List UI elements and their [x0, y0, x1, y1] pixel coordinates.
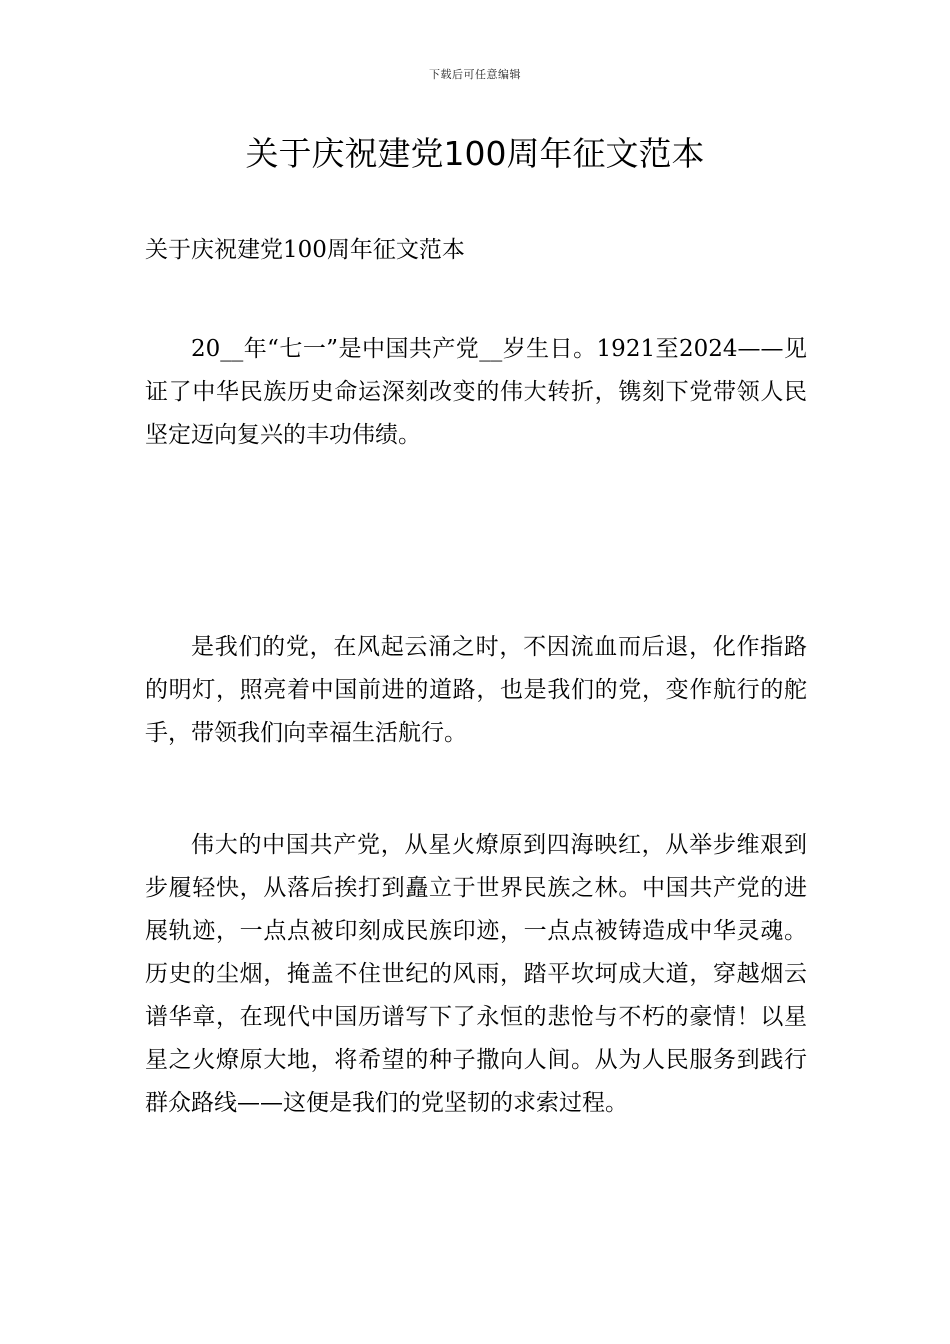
paragraph-2: 是我们的党，在风起云涌之时，不因流血而后退，化作指路的明灯，照亮着中国前进的道路，也是我们的党，变作航行的舵手，带领我们向幸福生活航行。	[145, 634, 807, 746]
paragraph-3: 伟大的中国共产党，从星火燎原到四海映红，从举步维艰到步履轻快，从落后挨打到矗立于世界民族之林。中国共产党的进展轨迹，一点点被印刻成民族印迹，一点点被铸造成中华灵魂。历史的尘烟，掩盖不住世纪的风雨，踏平坎坷成大道，穿越烟云谱华章，在现代中国历谱写下了永恒的悲怆与不朽的豪情！以星星之火燎原大地，将希望的种子撒向人间。从为人民服务到践行群众路线——这便是我们的党坚韧的求索过程。	[145, 832, 807, 1116]
document-title: 关于庆祝建党100周年征文范本	[245, 134, 705, 173]
header-note: 下载后可任意编辑	[429, 68, 521, 81]
document-subtitle: 关于庆祝建党100周年征文范本	[145, 237, 465, 263]
paragraph-1: 20__年“七一”是中国共产党__岁生日。1921至2024——见证了中华民族历史命运深刻改变的伟大转折，镌刻下党带领人民坚定迈向复兴的丰功伟绩。	[145, 336, 807, 448]
